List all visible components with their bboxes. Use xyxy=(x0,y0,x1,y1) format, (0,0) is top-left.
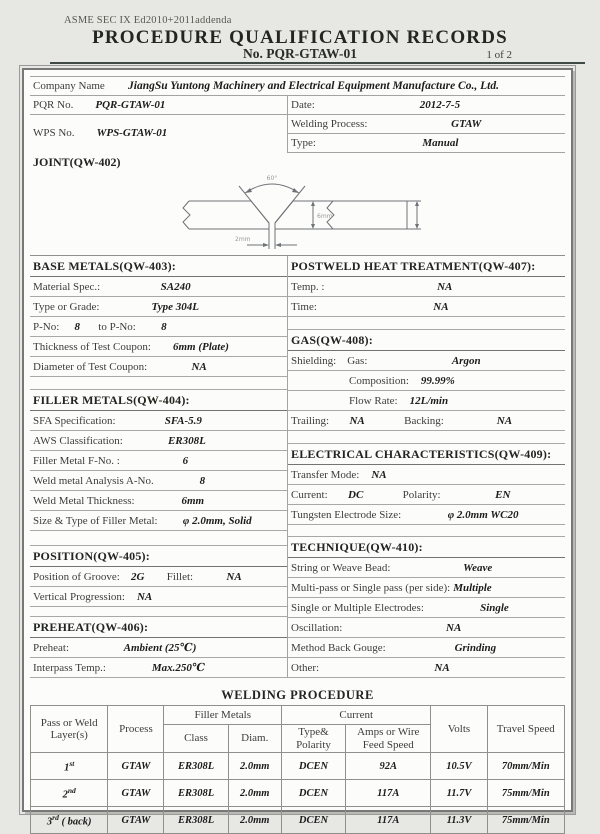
wps-value: WPS-GTAW-01 xyxy=(96,127,168,139)
ano-row xyxy=(30,471,287,491)
current-value: DC xyxy=(348,488,364,501)
current-polarity-row xyxy=(288,485,565,505)
info-right-column xyxy=(288,96,565,153)
weld-metal-thickness-value: 6mm xyxy=(181,494,205,507)
welding-procedure-table xyxy=(30,705,565,834)
col-header-filler-metals: Filler Metals xyxy=(164,706,281,725)
transfer-mode-row xyxy=(288,465,565,485)
fno-row xyxy=(30,451,287,471)
groove-position-label: Position of Groove: xyxy=(33,570,120,583)
gas-value: Argon xyxy=(451,354,481,367)
backing-label: Backing: xyxy=(404,414,444,427)
pwht-temp-value: NA xyxy=(437,280,453,293)
company-row xyxy=(30,76,565,96)
filler-size-row xyxy=(30,511,287,531)
pno-row xyxy=(30,317,287,337)
pwht-title: POSTWELD HEAT TREATMENT(QW-407): xyxy=(288,256,565,277)
col-header-travel: Travel Speed xyxy=(487,706,564,753)
aws-label: AWS Classification: xyxy=(33,434,123,447)
table-row xyxy=(31,807,565,834)
diam-cell: 2.0mm xyxy=(228,780,281,807)
volts-cell: 10.5V xyxy=(431,753,487,780)
coupon-thickness-row xyxy=(30,337,287,357)
coupon-diameter-value: NA xyxy=(191,360,207,373)
spacer xyxy=(288,317,565,330)
pass-cell: 1st xyxy=(31,753,108,780)
info-split xyxy=(30,96,565,153)
joint-section-title: JOINT(QW-402) xyxy=(33,155,121,169)
preheat-title: PREHEAT(QW-406): xyxy=(30,617,287,638)
oscillation-value: NA xyxy=(446,621,462,634)
transfer-mode-label: Transfer Mode: xyxy=(291,468,360,481)
backgouge-value: Grinding xyxy=(454,641,497,654)
col-header-process: Process xyxy=(108,706,164,753)
welding-procedure-title: WELDING PROCEDURE xyxy=(221,688,374,702)
groove-position-row xyxy=(30,567,287,587)
pwht-temp-row xyxy=(288,277,565,297)
sfa-value: SFA-5.9 xyxy=(164,414,202,427)
date-label: Date: xyxy=(291,99,315,111)
joint-diagram xyxy=(30,171,565,255)
page-indicator: 1 of 2 xyxy=(486,49,512,61)
fillet-value: NA xyxy=(226,570,242,583)
class-cell: ER308L xyxy=(164,753,228,780)
amps-cell: 92A xyxy=(346,753,431,780)
spacer xyxy=(288,431,565,444)
standard-reference: ASME SEC IX Ed2010+2011addenda xyxy=(64,15,232,26)
company-value: JiangSu Yuntong Machinery and Electrical Equipment Manufacture Co., Ltd. xyxy=(128,80,499,92)
date-row xyxy=(288,96,565,115)
pqr-value: PQR-GTAW-01 xyxy=(95,99,166,111)
material-spec-label: Material Spec.: xyxy=(33,280,101,293)
wps-row xyxy=(30,115,287,151)
gas-label: Gas: xyxy=(347,354,368,367)
preheat-value: Ambient (25℃) xyxy=(123,642,197,654)
process-label: Welding Process: xyxy=(291,118,368,130)
backgouge-label: Method Back Gouge: xyxy=(291,641,386,654)
coupon-diameter-label: Diameter of Test Coupon: xyxy=(33,360,148,373)
position-title: POSITION(QW-405): xyxy=(30,546,287,567)
process-cell: GTAW xyxy=(108,780,164,807)
backing-value: NA xyxy=(496,414,513,427)
sfa-label: SFA Specification: xyxy=(33,414,116,427)
aws-row xyxy=(30,431,287,451)
spacer xyxy=(30,607,287,617)
shielding-label: Shielding: xyxy=(291,354,337,367)
gas-title: GAS(QW-408): xyxy=(288,330,565,351)
diam-cell: 2.0mm xyxy=(228,753,281,780)
material-spec-value: SA240 xyxy=(160,280,191,293)
grade-label: Type or Grade: xyxy=(33,300,100,313)
groove-position-value: 2G xyxy=(131,570,145,583)
filler-size-value: φ 2.0mm, Solid xyxy=(182,514,252,527)
pqr-label: PQR No. xyxy=(33,99,74,111)
travel-cell: 70mm/Min xyxy=(487,753,564,780)
col-header-polarity: Type& Polarity xyxy=(281,725,345,753)
class-cell: ER308L xyxy=(164,780,228,807)
grade-value: Type 304L xyxy=(151,300,199,313)
root-gap-label: 2mm xyxy=(234,236,251,243)
pass-cell: 2nd xyxy=(31,780,108,807)
electrical-title: ELECTRICAL CHARACTERISTICS(QW-409): xyxy=(288,444,565,465)
col-header-diam: Diam. xyxy=(228,725,281,753)
col-header-volts: Volts xyxy=(431,706,487,753)
polarity-cell: DCEN xyxy=(281,807,345,834)
travel-cell: 75mm/Min xyxy=(487,807,564,834)
amps-cell: 117A xyxy=(346,807,431,834)
pwht-time-value: NA xyxy=(433,300,449,313)
document-number: No. PQR-GTAW-01 xyxy=(243,46,357,61)
col-header-current: Current xyxy=(281,706,431,725)
groove-angle-label: 60° xyxy=(266,175,277,182)
composition-value: 99.99% xyxy=(420,374,455,387)
oscillation-label: Oscillation: xyxy=(291,621,343,634)
ano-value: 8 xyxy=(199,474,206,487)
fillet-label: Fillet: xyxy=(166,570,194,583)
pno-value: 8 xyxy=(74,320,81,333)
electrodes-value: Single xyxy=(480,601,509,614)
flow-rate-value: 12L/min xyxy=(409,394,449,407)
bead-label: String or Weave Bead: xyxy=(291,561,391,574)
base-metals-title: BASE METALS(QW-403): xyxy=(30,256,287,277)
right-column xyxy=(288,256,565,678)
process-cell: GTAW xyxy=(108,807,164,834)
aws-value: ER308L xyxy=(167,434,206,447)
trailing-backing-row xyxy=(288,411,565,431)
filler-size-label: Size & Type of Filler Metal: xyxy=(33,514,158,527)
backgouge-row xyxy=(288,638,565,658)
pno-label: P-No: xyxy=(33,320,60,333)
page-title: PROCEDURE QUALIFICATION RECORDS xyxy=(92,27,508,48)
pqr-row xyxy=(30,96,287,115)
weld-metal-thickness-label: Weld Metal Thickness: xyxy=(33,494,135,507)
vertical-progression-row xyxy=(30,587,287,607)
preheat-row xyxy=(30,638,287,658)
other-value: NA xyxy=(434,661,450,674)
composition-label: Composition: xyxy=(349,374,409,387)
other-row xyxy=(288,658,565,678)
class-cell: ER308L xyxy=(164,807,228,834)
trailing-value: NA xyxy=(349,414,365,427)
electrodes-label: Single or Multiple Electrodes: xyxy=(291,601,424,614)
flow-rate-row xyxy=(288,391,565,411)
trailing-label: Trailing: xyxy=(291,414,330,427)
electrode-size-label: Tungsten Electrode Size: xyxy=(291,508,402,521)
volts-cell: 11.3V xyxy=(431,807,487,834)
title-rule xyxy=(50,62,585,64)
transfer-mode-value: NA xyxy=(371,468,387,481)
vertical-progression-label: Vertical Progression: xyxy=(33,590,125,603)
material-spec-row xyxy=(30,277,287,297)
ano-label: Weld metal Analysis A-No. xyxy=(33,474,154,487)
bead-row xyxy=(288,558,565,578)
thickness-dim-label: 6mm xyxy=(316,213,333,220)
process-cell: GTAW xyxy=(108,753,164,780)
travel-cell: 75mm/Min xyxy=(487,780,564,807)
polarity-value: EN xyxy=(495,488,511,501)
weld-joint-sketch xyxy=(173,171,423,255)
composition-row xyxy=(288,371,565,391)
coupon-diameter-row xyxy=(30,357,287,377)
col-header-amps: Amps or Wire Feed Speed xyxy=(346,725,431,753)
spacer xyxy=(30,377,287,390)
qw-sections xyxy=(30,255,565,678)
info-left-column xyxy=(30,96,288,153)
other-label: Other: xyxy=(291,661,320,674)
spacer xyxy=(30,531,287,546)
polarity-cell: DCEN xyxy=(281,780,345,807)
current-label: Current: xyxy=(291,488,328,501)
pwht-time-label: Time: xyxy=(291,300,317,313)
electrode-size-value: φ 2.0mm WC20 xyxy=(447,508,519,521)
col-header-pass: Pass or Weld Layer(s) xyxy=(31,706,108,753)
filler-metals-title: FILLER METALS(QW-404): xyxy=(30,390,287,411)
table-row xyxy=(31,780,565,807)
interpass-value: Max.250℃ xyxy=(151,662,206,674)
interpass-label: Interpass Temp.: xyxy=(33,661,106,674)
col-header-class: Class xyxy=(164,725,228,753)
pwht-time-row xyxy=(288,297,565,317)
type-label: Type: xyxy=(291,137,316,149)
electrodes-row xyxy=(288,598,565,618)
table-row xyxy=(31,753,565,780)
to-pno-value: 8 xyxy=(161,320,167,333)
polarity-cell: DCEN xyxy=(281,753,345,780)
pass-cell: 3rd ( back) xyxy=(31,807,108,834)
flow-rate-label: Flow Rate: xyxy=(349,394,398,407)
fno-label: Filler Metal F-No. : xyxy=(33,454,120,467)
multipass-label: Multi-pass or Single pass (per side): xyxy=(291,581,451,594)
grade-row xyxy=(30,297,287,317)
polarity-label: Polarity: xyxy=(402,488,441,501)
multipass-value: Multiple xyxy=(453,581,492,594)
electrode-size-row xyxy=(288,505,565,525)
date-value: 2012-7-5 xyxy=(419,99,461,111)
form-frame xyxy=(22,68,573,828)
shielding-gas-row xyxy=(288,351,565,371)
interpass-row xyxy=(30,658,287,678)
fno-value: 6 xyxy=(182,454,189,467)
left-column xyxy=(30,256,288,678)
process-row xyxy=(288,115,565,134)
oscillation-row xyxy=(288,618,565,638)
sfa-row xyxy=(30,411,287,431)
preheat-label: Preheat: xyxy=(33,641,70,654)
process-value: GTAW xyxy=(451,118,482,130)
coupon-thickness-label: Thickness of Test Coupon: xyxy=(33,340,151,353)
technique-title: TECHNIQUE(QW-410): xyxy=(288,537,565,558)
wps-label: WPS No. xyxy=(33,127,75,139)
volts-cell: 11.7V xyxy=(431,780,487,807)
diam-cell: 2.0mm xyxy=(228,807,281,834)
to-pno-label: to P-No: xyxy=(98,320,136,333)
bead-value: Weave xyxy=(463,561,493,574)
pwht-temp-label: Temp. : xyxy=(291,280,325,293)
type-value: Manual xyxy=(422,137,459,149)
company-label: Company Name xyxy=(33,80,105,92)
coupon-thickness-value: 6mm (Plate) xyxy=(172,340,229,353)
type-row xyxy=(288,134,565,153)
vertical-progression-value: NA xyxy=(136,590,153,603)
weld-metal-thickness-row xyxy=(30,491,287,511)
multipass-row xyxy=(288,578,565,598)
spacer xyxy=(288,525,565,537)
amps-cell: 117A xyxy=(346,780,431,807)
